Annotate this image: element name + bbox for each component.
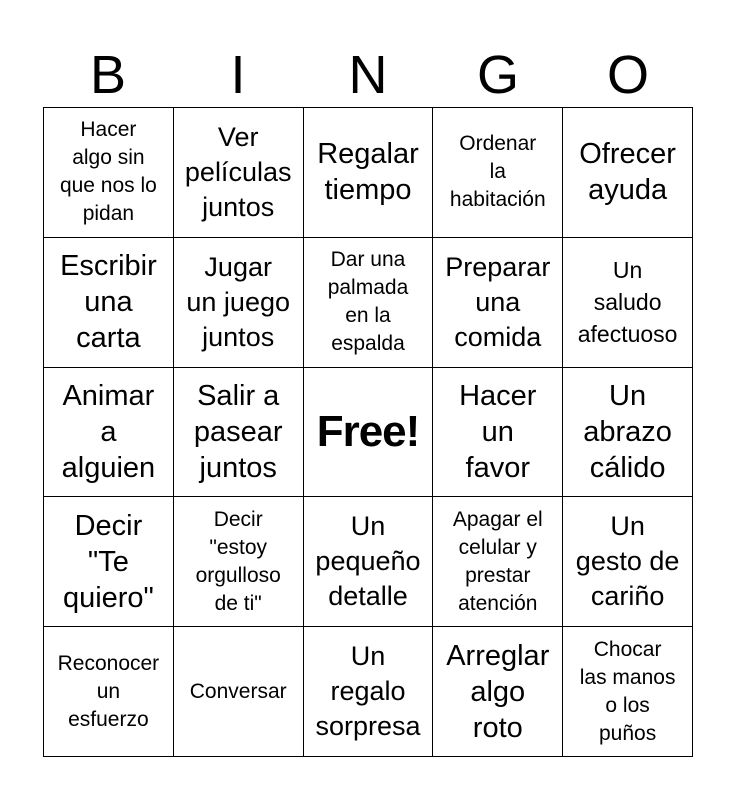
header-letter-n: N (348, 45, 388, 105)
bingo-cell-text: Escribir una carta (60, 250, 157, 355)
bingo-cell-text: Preparar una comida (445, 251, 551, 352)
bingo-cell-text: Chocar las manos o los puños (579, 637, 676, 745)
bingo-header (43, 44, 693, 106)
bingo-cell[interactable] (304, 108, 434, 238)
bingo-cell[interactable] (304, 497, 434, 627)
bingo-cell[interactable] (433, 497, 563, 627)
bingo-cell-text: Decir "estoy orgulloso de ti" (195, 507, 281, 615)
bingo-cell[interactable] (563, 238, 693, 368)
bingo-cell-text: Un gesto de cariño (575, 511, 680, 612)
bingo-cell-text: Ordenar la habitación (449, 132, 546, 212)
bingo-cell[interactable] (563, 108, 693, 238)
free-space-label: Free! (316, 406, 420, 456)
bingo-cell-text: Dar una palmada en la espalda (327, 248, 409, 356)
bingo-cell[interactable] (174, 497, 304, 627)
bingo-cell-text: Hacer un favor (459, 379, 537, 484)
bingo-cell[interactable] (44, 238, 174, 368)
bingo-cell-text: Conversar (189, 679, 287, 703)
header-letter-i: I (230, 45, 246, 105)
free-space-cell[interactable] (304, 368, 434, 498)
bingo-cell-text: Jugar un juego juntos (186, 251, 290, 352)
bingo-cell-text: Animar a alguien (61, 379, 156, 484)
bingo-cell[interactable] (433, 627, 563, 757)
bingo-cell[interactable] (44, 627, 174, 757)
bingo-cell[interactable] (563, 627, 693, 757)
bingo-cell[interactable] (433, 108, 563, 238)
bingo-cell[interactable] (563, 368, 693, 498)
bingo-cell-text: Regalar tiempo (317, 138, 419, 207)
bingo-cell-text: Un regalo sorpresa (315, 641, 421, 742)
bingo-cell-text: Arreglar algo roto (446, 639, 550, 744)
bingo-cell[interactable] (304, 238, 434, 368)
bingo-cell-text: Reconocer un esfuerzo (57, 651, 160, 731)
bingo-cell[interactable] (563, 497, 693, 627)
bingo-card-grid (43, 107, 693, 757)
bingo-cell[interactable] (44, 108, 174, 238)
bingo-cell-text: Un saludo afectuoso (577, 257, 678, 348)
bingo-cell-text: Un pequeño detalle (315, 511, 421, 612)
bingo-cell-text: Salir a pasear juntos (193, 379, 283, 484)
bingo-cell[interactable] (174, 627, 304, 757)
bingo-cell[interactable] (44, 497, 174, 627)
bingo-cell-text: Decir "Te quiero" (62, 509, 154, 614)
bingo-cell-text: Un abrazo cálido (583, 379, 672, 484)
bingo-cell[interactable] (304, 627, 434, 757)
bingo-cell[interactable] (174, 368, 304, 498)
header-letter-b: B (89, 45, 127, 105)
header-letter-g: G (476, 45, 519, 105)
bingo-cell[interactable] (174, 108, 304, 238)
bingo-cell[interactable] (174, 238, 304, 368)
bingo-cell-text: Apagar el celular y prestar atención (452, 507, 543, 615)
bingo-cell[interactable] (44, 368, 174, 498)
bingo-cell-text: Hacer algo sin que nos lo pidan (59, 118, 157, 226)
bingo-cell[interactable] (433, 368, 563, 498)
bingo-cell[interactable] (433, 238, 563, 368)
bingo-cell-text: Ver películas juntos (184, 121, 292, 222)
bingo-cell-text: Ofrecer ayuda (579, 138, 676, 207)
header-letter-o: O (606, 45, 649, 105)
